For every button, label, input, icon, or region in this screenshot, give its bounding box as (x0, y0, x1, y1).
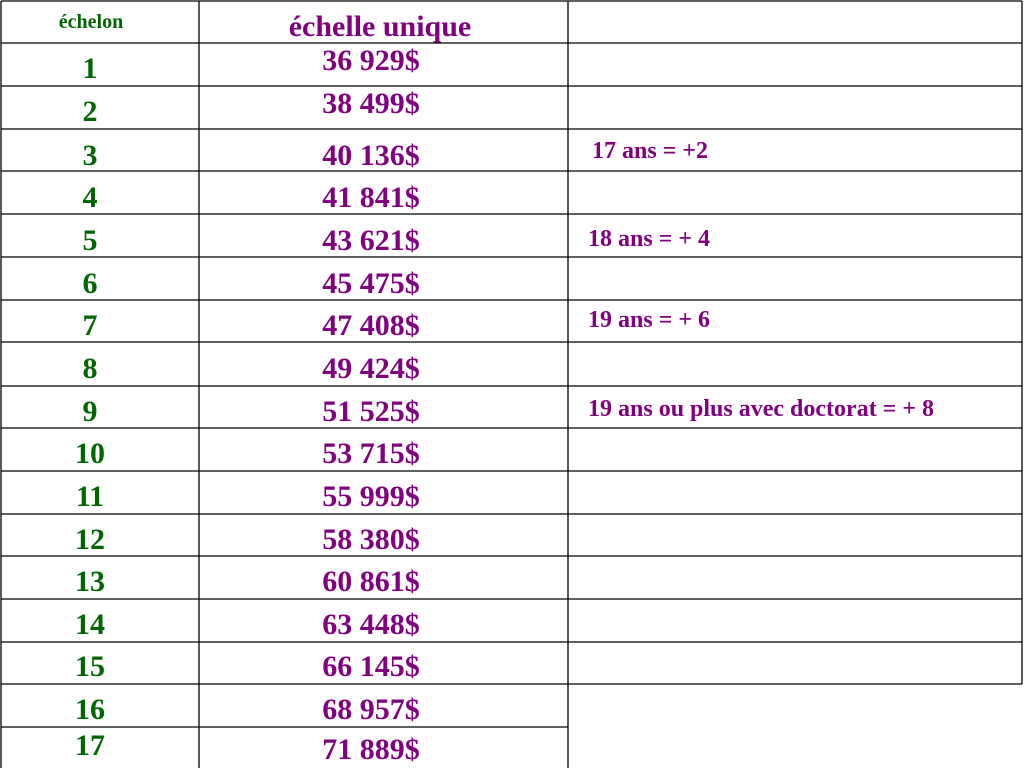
echelon-cell: 10 (75, 437, 105, 470)
note-18-years: 18 ans = + 4 (588, 226, 711, 252)
echelon-cell: 11 (75, 480, 105, 513)
echelon-cell: 8 (82, 352, 98, 385)
echelon-cell: 17 (75, 729, 105, 762)
salary-cell: 49 424$ (322, 352, 420, 385)
echelon-cell: 4 (82, 181, 98, 214)
salary-cell: 45 475$ (322, 267, 420, 300)
salary-cell: 51 525$ (322, 395, 420, 428)
salary-cell: 38 499$ (322, 87, 420, 120)
note-17-years: 17 ans = +2 (592, 138, 709, 164)
note-19-years: 19 ans = + 6 (588, 307, 711, 333)
salary-cell: 55 999$ (322, 480, 420, 513)
echelon-cell: 2 (82, 95, 98, 128)
echelon-cell: 7 (82, 309, 98, 342)
echelon-cell: 12 (75, 523, 105, 556)
salary-cell: 66 145$ (322, 650, 420, 683)
salary-cell: 36 929$ (322, 44, 420, 77)
echelon-cell: 3 (82, 139, 98, 172)
echelon-cell: 16 (75, 693, 105, 726)
note-19-years-doctorate: 19 ans ou plus avec doctorat = + 8 (588, 396, 935, 422)
echelon-cell: 1 (82, 52, 98, 85)
salary-cell: 60 861$ (322, 565, 420, 598)
salary-cell: 58 380$ (322, 523, 420, 556)
echelon-cell: 14 (75, 608, 105, 641)
salary-cell: 68 957$ (322, 693, 420, 726)
salary-cell: 43 621$ (322, 224, 420, 257)
echelon-cell: 6 (82, 267, 98, 300)
echelon-cell: 15 (75, 650, 105, 683)
echelon-cell: 13 (75, 565, 105, 598)
echelon-cell: 5 (82, 224, 98, 257)
salary-cell: 40 136$ (322, 139, 420, 172)
echelon-cell: 9 (82, 395, 98, 428)
salary-cell: 47 408$ (322, 309, 420, 342)
salary-cell: 63 448$ (322, 608, 420, 641)
salary-cell: 53 715$ (322, 437, 420, 470)
salary-column-header: échelle unique (288, 10, 472, 43)
salary-cell: 41 841$ (322, 181, 420, 214)
salary-cell: 71 889$ (322, 733, 420, 766)
echelon-column-header: échelon (58, 11, 124, 33)
